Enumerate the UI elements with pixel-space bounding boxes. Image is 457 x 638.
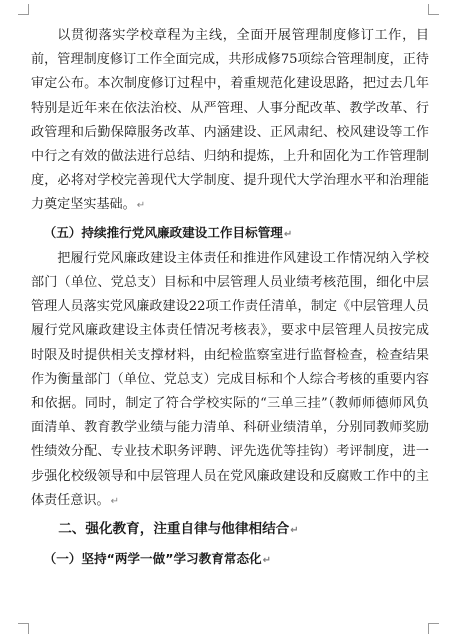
document-body[interactable] <box>31 24 429 573</box>
paragraph <box>31 247 429 514</box>
paragraph-mark-icon: ↵ <box>290 525 299 537</box>
paragraph-text: 把履行党风廉政建设主体责任和推进作风建设工作情况纳入学校部门（单位、党总支）目标和中层管理人员业绩考核范围，细化中层管理人员落实党风廉政建设22项工作责任清单，制定《中层管理人员履行党风廉政建设主体责任情况考核表》，要求中层管理人员按完成时限及时提供相关支撑材料，由纪检监察室进行监督检查，检查结果作为衡量部门（单位、党总支）完成目标和个人综合考核的重要内容和依据。同时，制定了符合学校实际的“三单三挂”（教师师德师风负面清单、教育教学业绩与能力清单、科研业绩清单，分别同教师奖励性绩效分配、专业技术职务评聘、评先选优等挂钩）考评制度，进一步强化校级领导和中层管理人员在党风廉政建设和反腐败工作中的主体责任意识。 <box>31 250 429 508</box>
margin-corner-mark <box>428 4 439 15</box>
section-heading <box>31 221 429 247</box>
paragraph <box>31 24 429 219</box>
heading-text: （五）持续推行党风廉政建设工作目标管理 <box>43 224 283 240</box>
paragraph-mark-icon: ↵ <box>283 228 293 240</box>
chapter-heading <box>31 515 429 545</box>
paragraph-text: 以贯彻落实学校章程为主线，全面开展管理制度修订工作，目前，管理制度修订工作全面完成，共形成修75项综合管理制度，正待审定公布。本次制度修订过程中，着重规范化建设思路，把过去几年特别是近年来在依法治校、从严管理、人事分配改革、教学改革、行政管理和后勤保障服务改革、内涵建设、正风肃纪、校风建设等工作中行之有效的做法进行总结、归纳和提炼，上升和固化为工作管理制度，必将对学校完善现代大学制度、提升现代大学治理水平和治理能力奠定坚实基础。 <box>31 28 429 213</box>
paragraph-mark-icon: ↵ <box>262 555 272 567</box>
heading-text: （一）坚持“两学一做”学习教育常态化 <box>43 551 262 567</box>
heading-text: 二、强化教育，注重自律与他律相结合 <box>58 521 290 538</box>
paragraph-mark-icon: ↵ <box>110 495 119 507</box>
paragraph-mark-icon: ↵ <box>136 200 146 212</box>
section-heading <box>31 547 429 573</box>
margin-corner-mark <box>428 623 439 634</box>
margin-corner-mark <box>18 623 29 634</box>
margin-corner-mark <box>18 4 29 15</box>
